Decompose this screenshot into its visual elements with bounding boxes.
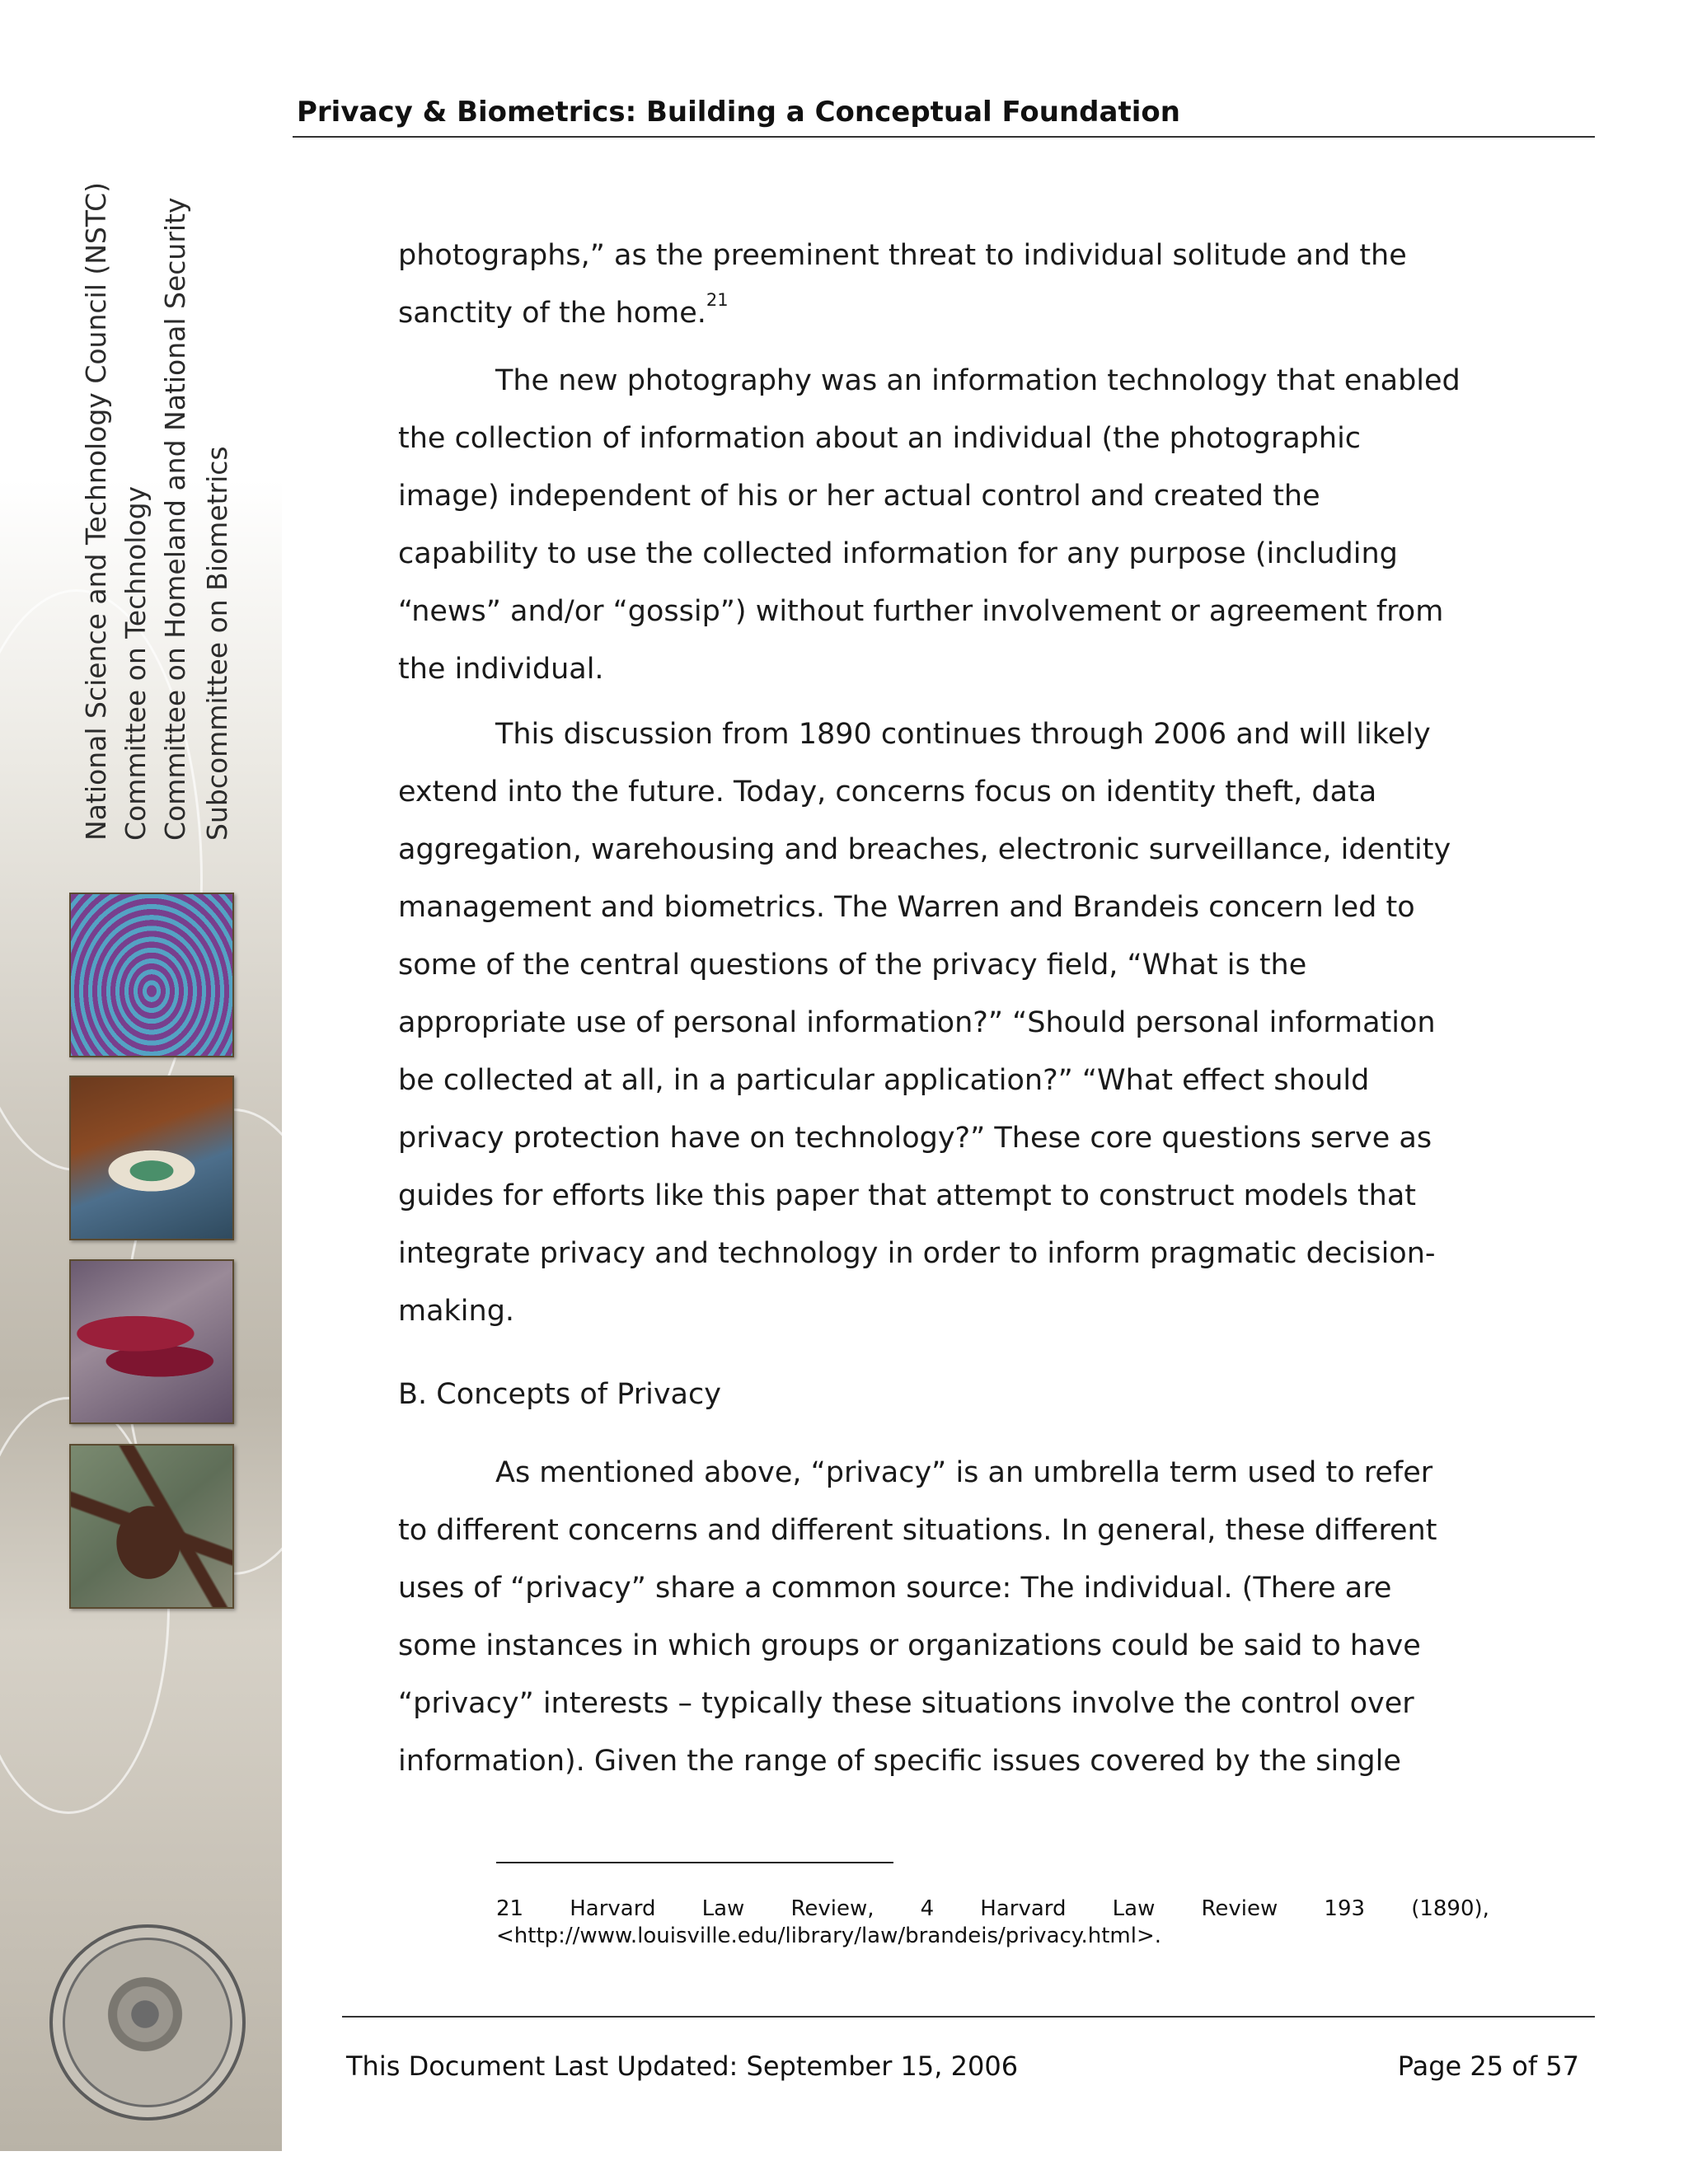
text-line: extend into the future. Today, concerns focus on identity theft, data — [398, 776, 1377, 808]
eagle-icon — [104, 1977, 186, 2060]
footnote-url[interactable]: <http://www.louisville.edu/library/law/brandeis/privacy.html>. — [496, 1924, 1162, 1948]
text-line: some of the central questions of the privacy field, “What is the — [398, 949, 1307, 982]
text-line: some instances in which groups or organizations could be said to have — [398, 1629, 1421, 1662]
text-line: management and biometrics. The Warren and Brandeis concern led to — [398, 891, 1415, 924]
lips-image — [69, 1259, 234, 1424]
header-rule — [293, 136, 1595, 138]
text-line: to different concerns and different situations. In general, these different — [398, 1514, 1437, 1547]
page-number: Page 25 of 57 — [1397, 2050, 1579, 2082]
text-line: image) independent of his or her actual control and created the — [398, 480, 1320, 513]
footnote-word: (1890), — [1411, 1896, 1489, 1921]
text-line: “news” and/or “gossip”) without further involvement or agreement from — [398, 595, 1444, 628]
text-line: photographs,” as the preeminent threat to individual solitude and the — [398, 239, 1407, 272]
footnote-word: Harvard — [570, 1896, 656, 1921]
text-line: information). Given the range of specific issues covered by the single — [398, 1745, 1401, 1778]
section-heading: B. Concepts of Privacy — [398, 1378, 721, 1411]
footnote-word: 193 — [1324, 1896, 1366, 1921]
fingerprint-image — [69, 893, 234, 1057]
footer-rule — [342, 2016, 1595, 2018]
text-line: integrate privacy and technology in order to inform pragmatic decision- — [398, 1237, 1436, 1270]
sidebar-org-line-2: Committee on Technology — [120, 485, 152, 841]
text-line: uses of “privacy” share a common source: The individual. (There are — [398, 1572, 1392, 1605]
footnote-word: Law — [1112, 1896, 1156, 1921]
hand-image — [69, 1444, 234, 1609]
footnote-ref[interactable]: 21 — [706, 290, 729, 310]
page-header-title: Privacy & Biometrics: Building a Conceptual Foundation — [297, 96, 1180, 129]
text-line: the collection of information about an individual (the photographic — [398, 422, 1362, 455]
text-line: aggregation, warehousing and breaches, electronic surveillance, identity — [398, 833, 1451, 866]
text-line: The new photography was an information technology that enabled — [495, 364, 1461, 397]
text-line: the individual. — [398, 653, 604, 686]
paragraph-2 — [398, 352, 1486, 698]
eye-image — [69, 1076, 234, 1240]
footnote-word: Review — [1201, 1896, 1278, 1921]
presidential-seal-logo — [49, 1924, 246, 2121]
footnote — [496, 1896, 1489, 1950]
text-line: sanctity of the home.$^{21}$ — [398, 290, 729, 330]
text-line: appropriate use of personal information?” “Should personal information — [398, 1006, 1436, 1039]
footnote-rule — [496, 1862, 893, 1863]
text-line: making. — [398, 1295, 515, 1328]
text-line: capability to use the collected information for any purpose (including — [398, 537, 1398, 570]
footnote-word: 4 — [920, 1896, 935, 1921]
sidebar-org-line-3: Committee on Homeland and National Security — [159, 197, 191, 841]
paragraph-3 — [398, 705, 1486, 1340]
text-line: privacy protection have on technology?” These core questions serve as — [398, 1122, 1432, 1155]
paragraph-4 — [398, 1444, 1486, 1790]
footnote-word: Law — [701, 1896, 745, 1921]
paragraph-1 — [398, 227, 1486, 342]
footnote-word: Harvard — [980, 1896, 1067, 1921]
text-line: “privacy” interests – typically these situations involve the control over — [398, 1687, 1414, 1720]
last-updated-text: This Document Last Updated: September 15, 2006 — [346, 2050, 1019, 2082]
text-line: guides for efforts like this paper that attempt to construct models that — [398, 1179, 1416, 1212]
footnote-line-1 — [496, 1896, 1489, 1923]
footnote-word: 21 — [496, 1896, 524, 1921]
sidebar-org-line-1: National Science and Technology Council (NSTC) — [80, 181, 112, 841]
sidebar-org-line-4: Subcommittee on Biometrics — [201, 446, 233, 841]
text-line: This discussion from 1890 continues through 2006 and will likely — [495, 718, 1431, 751]
text-line: be collected at all, in a particular application?” “What effect should — [398, 1064, 1370, 1097]
footnote-word: Review, — [790, 1896, 874, 1921]
text-line: As mentioned above, “privacy” is an umbrella term used to refer — [495, 1456, 1433, 1489]
